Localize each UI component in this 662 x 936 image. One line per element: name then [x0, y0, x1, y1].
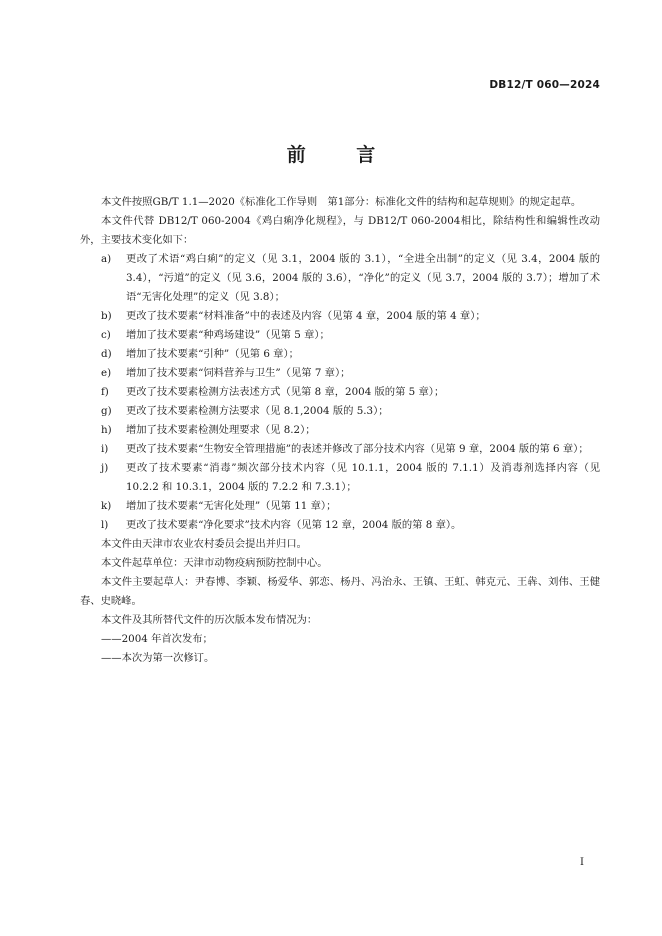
document-code: DB12/T 060—2024: [489, 79, 600, 91]
list-item: [80, 307, 600, 326]
list-item: [80, 497, 600, 516]
list-item: [80, 364, 600, 383]
history-entry: ——2004 年首次发布；: [101, 633, 213, 645]
list-item-text: 更改了技术要素检测方法要求（见 8.1,2004 版的 5.3）；: [126, 405, 389, 417]
paragraph: 本文件起草单位：天津市动物疫病预防控制中心。: [101, 557, 328, 569]
list-marker: g): [101, 405, 112, 417]
list-item: [80, 459, 600, 497]
list-marker: c): [101, 329, 111, 341]
list-marker: d): [101, 348, 112, 360]
list-item-text: 增加了技术要素“引种”（见第 6 章）；: [126, 348, 299, 360]
history-entry: ——本次为第一次修订。: [101, 652, 215, 664]
list-item: [80, 383, 600, 402]
list-item-text: 更改了技术要素检测方法表述方式（见第 8 章，2004 版的第 5 章）；: [126, 386, 445, 398]
list-marker: h): [101, 424, 112, 436]
paragraph: 本文件按照GB/T 1.1—2020《标准化工作导则 第1部分：标准化文件的结构和起草规则》的规定起草。: [101, 196, 582, 208]
list-item-text: 更改了术语“鸡白痢”的定义（见 3.1，2004 版的 3.1），“全进全出制”的定义（见 3.4，2004 版的 3.4），“污道”的定义（见 3.6，2004 版的 3.6），“净化”的定义（见 3.7，2004 版的 3.7）；增加了术语“无害化处理”的定义（见 3.8）；: [126, 253, 600, 303]
list-item: [80, 421, 600, 440]
page-title: 前 言: [286, 144, 398, 166]
list-marker: f): [101, 386, 109, 398]
foreword-body: [80, 193, 600, 668]
list-item: [80, 250, 600, 307]
list-item-text: 增加了技术要素“无害化处理”（见第 11 章）；: [126, 500, 337, 512]
list-item-text: 更改了技术要素“材料准备”中的表述及内容（见第 4 章，2004 版的第 4 章）；: [126, 310, 486, 322]
list-marker: i): [101, 443, 109, 455]
list-marker: l): [101, 519, 109, 531]
list-item-text: 增加了技术要素“饲料营养与卫生”（见第 7 章）；: [126, 367, 351, 379]
list-item: [80, 440, 600, 459]
list-item-text: 更改了技术要素“生物安全管理措施”的表述并修改了部分技术内容（见第 9 章，2004 版的第 6 章）；: [126, 443, 589, 455]
list-marker: k): [101, 500, 112, 512]
paragraph: 本文件由天津市农业农村委员会提出并归口。: [101, 538, 307, 550]
page-number: I: [580, 857, 584, 868]
list-marker: a): [101, 253, 112, 265]
list-item-text: 增加了技术要素“种鸡场建设”（见第 5 章）；: [126, 329, 330, 341]
paragraph: 本文件主要起草人：尹春博、李颖、杨爱华、郭恋、杨丹、冯治永、王镇、王虹、韩克元、王犇、刘伟、王健春、史晓峰。: [80, 576, 600, 607]
list-marker: e): [101, 367, 112, 379]
list-item-text: 更改了技术要素“消毒”频次部分技术内容（见 10.1.1，2004 版的 7.1.1）及消毒剂选择内容（见 10.2.2 和 10.3.1，2004 版的 7.2.2 和 7.3.1）；: [126, 462, 600, 493]
changes-list: [80, 250, 600, 535]
paragraph: 本文件代替 DB12/T 060-2004《鸡白痢净化规程》，与 DB12/T 060-2004相比，除结构性和编辑性改动外，主要技术变化如下：: [80, 215, 600, 246]
list-item: [80, 516, 600, 535]
list-item: [80, 402, 600, 421]
list-marker: j): [101, 462, 109, 474]
list-item-text: 增加了技术要素检测处理要求（见 8.2）；: [126, 424, 316, 436]
list-marker: b): [101, 310, 112, 322]
list-item-text: 更改了技术要素“净化要求”技术内容（见第 12 章，2004 版的第 8 章）。: [126, 519, 462, 531]
list-item: [80, 326, 600, 345]
list-item: [80, 345, 600, 364]
paragraph: 本文件及其所替代文件的历次版本发布情况为：: [101, 614, 318, 626]
